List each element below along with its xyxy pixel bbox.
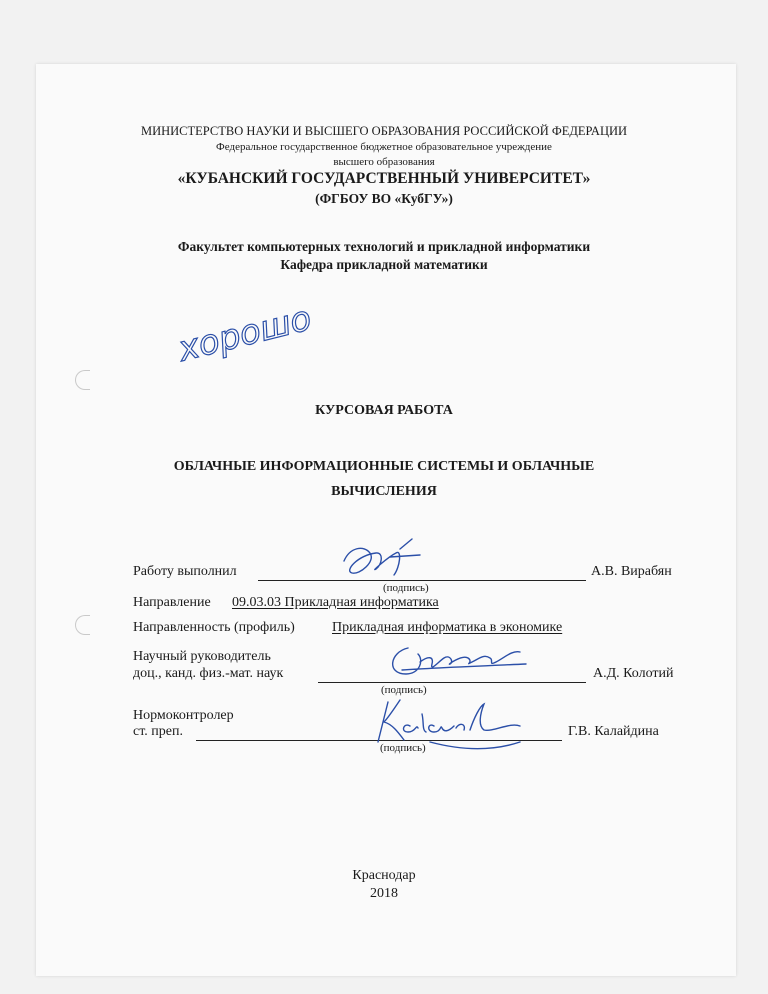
- profile-label: Направленность (профиль): [133, 620, 295, 635]
- work-title-line-1: ОБЛАЧНЫЕ ИНФОРМАЦИОННЫЕ СИСТЕМЫ И ОБЛАЧНЫЕ: [173, 459, 595, 474]
- institution-type-line: Федеральное государственное бюджетное образовательное учреждение: [216, 141, 552, 153]
- year: 2018: [370, 886, 398, 901]
- norm-controller-label-1: Нормоконтролер: [133, 708, 234, 723]
- ministry-line: МИНИСТЕРСТВО НАУКИ И ВЫСШЕГО ОБРАЗОВАНИЯ РОССИЙСКОЙ ФЕДЕРАЦИИ: [140, 124, 628, 138]
- norm-controller-signature: [370, 692, 530, 757]
- performed-by-signature-caption: (подпись): [383, 582, 429, 594]
- binder-hole-top: [75, 370, 90, 390]
- faculty-name: Факультет компьютерных технологий и прикладной информатики: [177, 239, 591, 254]
- profile-value: Прикладная информатика в экономике: [332, 620, 563, 635]
- work-title-line-2: ВЫЧИСЛЕНИЯ: [331, 484, 437, 499]
- performed-by-name: А.В. Вирабян: [591, 564, 672, 579]
- grade-note-text: хорошо: [174, 298, 316, 370]
- university-abbreviation: (ФГБОУ ВО «КубГУ»): [315, 191, 453, 206]
- norm-controller-label-2: ст. преп.: [133, 724, 183, 739]
- supervisor-signature-caption: (подпись): [381, 684, 427, 696]
- binder-hole-bottom: [75, 615, 90, 635]
- supervisor-label-1: Научный руководитель: [133, 649, 271, 664]
- supervisor-name: А.Д. Колотий: [593, 666, 674, 681]
- performed-by-label: Работу выполнил: [133, 564, 237, 579]
- direction-value: 09.03.03 Прикладная информатика: [232, 595, 439, 610]
- city: Краснодар: [352, 868, 416, 883]
- supervisor-signature: [380, 640, 530, 685]
- direction-label: Направление: [133, 595, 211, 610]
- university-name: «КУБАНСКИЙ ГОСУДАРСТВЕННЫЙ УНИВЕРСИТЕТ»: [177, 170, 591, 187]
- norm-controller-signature-caption: (подпись): [380, 742, 426, 754]
- institution-level-line: высшего образования: [333, 156, 435, 168]
- norm-controller-name: Г.В. Калайдина: [568, 724, 659, 739]
- department-name: Кафедра прикладной математики: [280, 257, 488, 272]
- performed-by-signature: [330, 535, 440, 585]
- handwritten-grade-note: [174, 298, 316, 375]
- supervisor-label-2: доц., канд. физ.-мат. наук: [133, 666, 284, 681]
- work-type: КУРСОВАЯ РАБОТА: [315, 403, 453, 418]
